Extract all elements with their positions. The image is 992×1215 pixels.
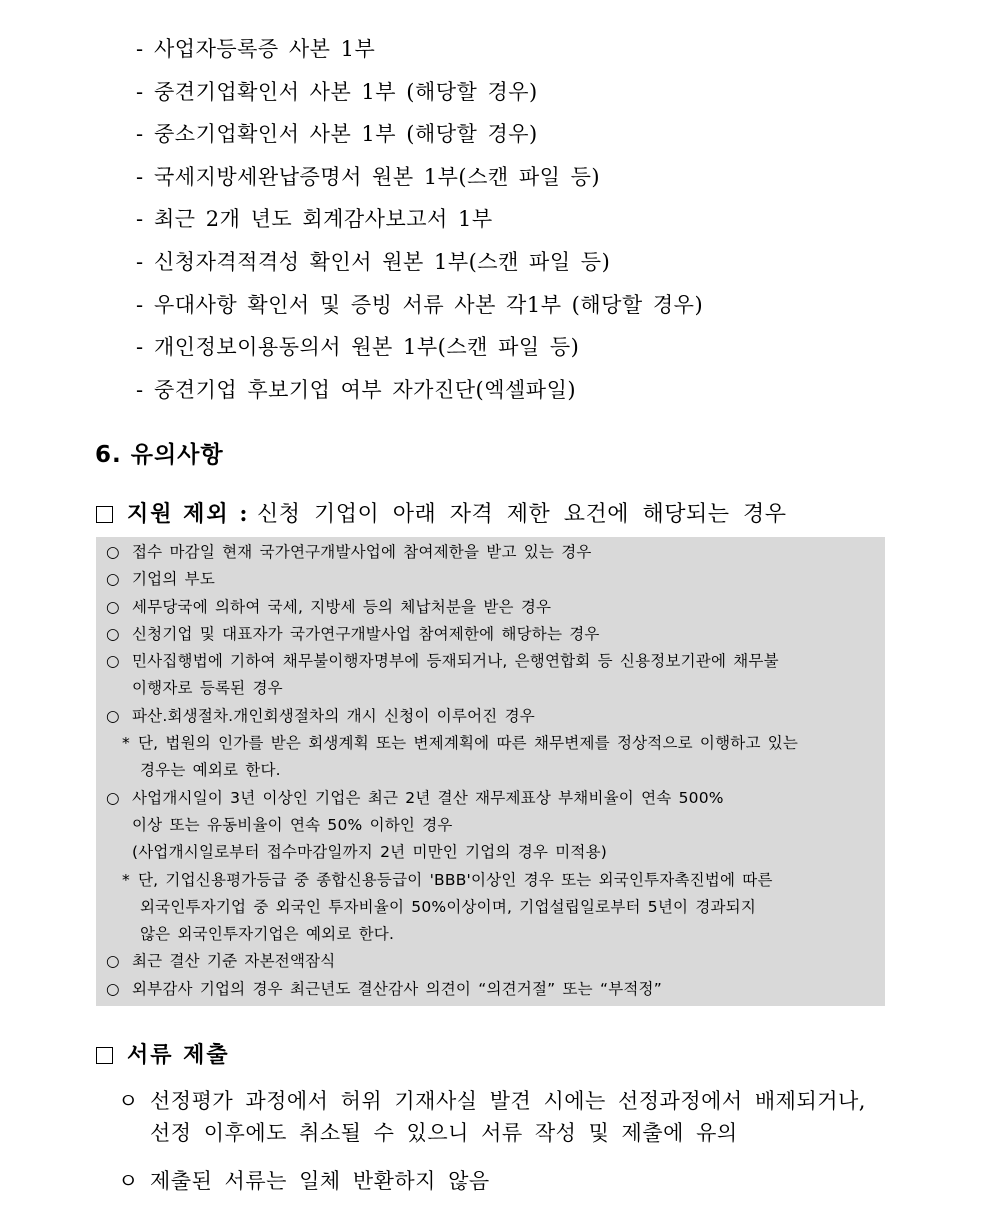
list-item: - 중견기업확인서 사본 1부 (해당할 경우) [136, 79, 538, 104]
section-title: 6. 유의사항 [95, 442, 224, 468]
list-item: ○ 신청기업 및 대표자가 국가연구개발사업 참여제한에 해당하는 경우 [106, 624, 600, 643]
list-item: ○ 파산.회생절차.개인회생절차의 개시 신청이 이루어진 경우 [106, 706, 535, 725]
list-item-continuation: (사업개시일로부터 접수마감일까지 2년 미만인 기업의 경우 미적용) [132, 843, 607, 862]
list-item: ○ 세무당국에 의하여 국세, 지방세 등의 체납처분을 받은 경우 [106, 597, 552, 616]
list-item: ○ 기업의 부도 [106, 570, 215, 589]
list-item-continuation: 이상 또는 유동비율이 연속 50% 이하인 경우 [132, 815, 453, 834]
list-item: ○ 접수 마감일 현재 국가연구개발사업에 참여제한을 받고 있는 경우 [106, 543, 592, 561]
note-item: * 단, 기업신용평가등급 중 종합신용등급이 'BBB'이상인 경우 또는 외국인투자촉진법에 따른 [122, 870, 773, 889]
list-item: - 최근 2개 년도 회계감사보고서 1부 [136, 207, 493, 232]
submission-heading: 서류 제출 [96, 1038, 230, 1069]
list-item-continuation: 이행자로 등록된 경우 [132, 679, 283, 698]
list-item: - 중견기업 후보기업 여부 자가진단(엑셀파일) [136, 377, 577, 402]
required-documents-list [136, 28, 703, 411]
note-item: * 단, 법원의 인가를 받은 회생계획 또는 변제계획에 따른 채무변제를 정상적으로 이행하고 있는 [122, 734, 799, 753]
list-item: ○ 사업개시일이 3년 이상인 기업은 최근 2년 결산 재무제표상 부채비율이 연속 500% [106, 788, 724, 807]
note-continuation: 외국인투자기업 중 외국인 투자비율이 50%이상이며, 기업설립일로부터 5년이 경과되지 [140, 897, 757, 916]
list-item: ○ 최근 결산 기준 자본전액잠식 [106, 952, 336, 971]
list-item: - 사업자등록증 사본 1부 [136, 37, 376, 61]
checkbox-icon [96, 506, 113, 523]
note-continuation: 않은 외국인투자기업은 예외로 한다. [140, 925, 395, 944]
list-item: - 우대사항 확인서 및 증빙 서류 사본 각1부 (해당할 경우) [136, 292, 704, 317]
list-item: - 중소기업확인서 사본 1부 (해당할 경우) [136, 122, 538, 147]
exclusion-heading: 지원 제외 : 신청 기업이 아래 자격 제한 요건에 해당되는 경우 [96, 497, 786, 528]
list-item: - 개인정보이용동의서 원본 1부(스캔 파일 등) [136, 335, 580, 360]
list-item: ○ 외부감사 기업의 경우 최근년도 결산감사 의견이 “의견거절” 또는 “부적정” [106, 979, 662, 998]
exclusion-criteria-box [96, 537, 885, 1006]
list-item: - 신청자격적격성 확인서 원본 1부(스캔 파일 등) [136, 249, 611, 274]
note-continuation: 경우는 예외로 한다. [140, 761, 281, 780]
list-item: ○ 민사집행법에 기하여 채무불이행자명부에 등재되거나, 은행연합회 등 신용정보기관에 채무불 [106, 652, 779, 671]
list-item: - 국세지방세완납증명서 원본 1부(스캔 파일 등) [136, 164, 601, 189]
checkbox-icon [96, 1047, 113, 1064]
